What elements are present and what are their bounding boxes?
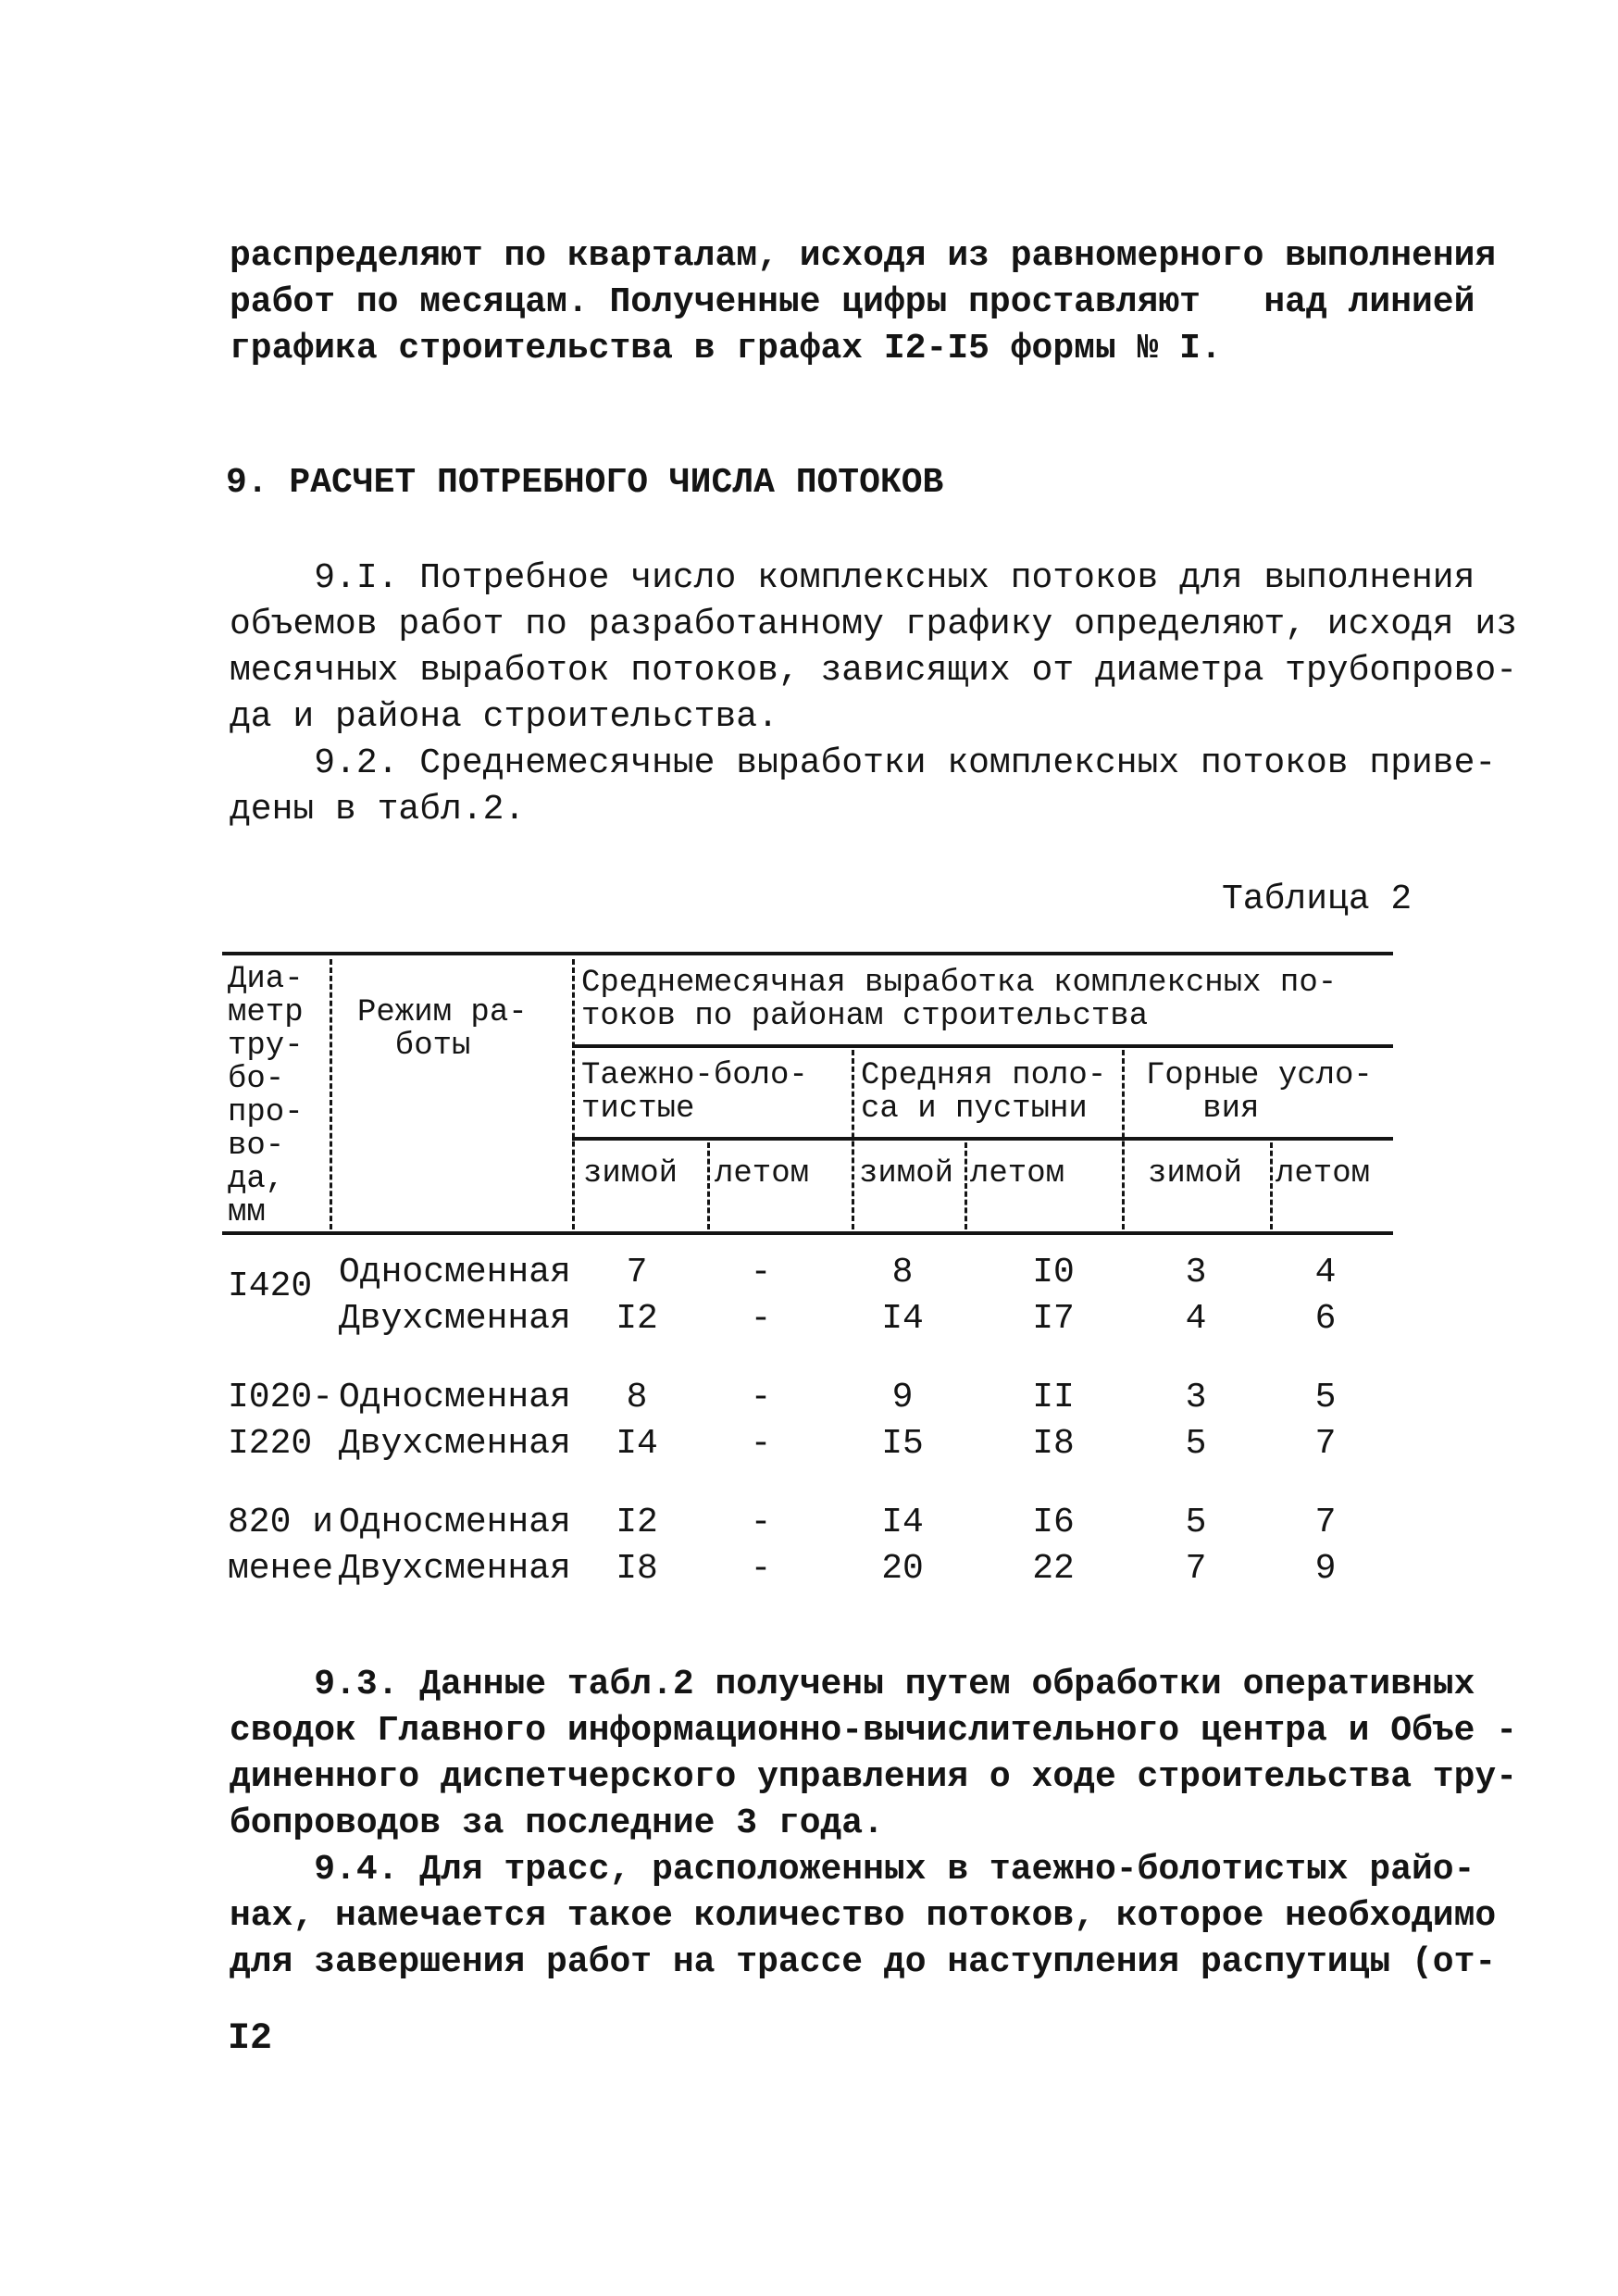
row-2-value-3: I4 [881,1299,924,1339]
row-2-value-2: - [750,1299,772,1339]
head-region-3-line-2: вия [1146,1092,1260,1127]
head-season-1: зимой [583,1156,678,1192]
row-4-value-5: 5 [1185,1424,1207,1464]
group-1-diameter-line-1: I420 [228,1267,313,1306]
row-5-value-5: 5 [1185,1503,1207,1542]
row-1-value-4: I0 [1032,1253,1075,1292]
row-5-value-4: I6 [1032,1503,1075,1542]
row-4-value-3: I5 [881,1424,924,1464]
table-group-rule [572,1044,1393,1048]
row-2-value-6: 6 [1314,1299,1337,1339]
row-2-value-4: I7 [1032,1299,1075,1339]
row-2-value-5: 4 [1185,1299,1207,1339]
table-divider-1 [330,959,332,1229]
para-9-1-line-4: да и района строительства. [230,697,778,737]
row-4-mode: Двухсменная [339,1424,571,1464]
head-diameter-2: метр [228,995,304,1030]
row-3-value-4: II [1032,1378,1075,1417]
row-6-value-6: 9 [1314,1549,1337,1589]
head-mode-2: боты [357,1029,471,1064]
row-6-mode: Двухсменная [339,1549,571,1589]
row-5-value-2: - [750,1503,772,1542]
head-group-2: токов по районам строительства [581,999,1149,1034]
head-diameter-1: Диа- [228,962,304,997]
group-3-diameter-line-1: 820 и [228,1503,334,1542]
page-number: I2 [228,2018,273,2060]
head-season-4: летом [970,1156,1065,1192]
row-6-value-1: I8 [616,1549,658,1589]
row-4-value-1: I4 [616,1424,658,1464]
head-diameter-5: про- [228,1095,304,1130]
head-season-3: зимой [859,1156,954,1192]
para-9-2-line-2: дены в табл.2. [230,790,526,830]
row-3-mode: Односменная [339,1378,571,1417]
head-season-6: летом [1276,1156,1371,1192]
table-region-rule [572,1137,1393,1141]
para-9-3-line-4: бопроводов за последние 3 года. [230,1803,884,1843]
head-diameter-6: во- [228,1129,285,1164]
row-1-value-3: 8 [891,1253,914,1292]
row-3-value-2: - [750,1378,772,1417]
row-4-value-4: I8 [1032,1424,1075,1464]
table-divider-5 [707,1142,710,1229]
row-2-value-1: I2 [616,1299,658,1339]
table-divider-4 [1122,1050,1125,1229]
intro-line-2: работ по месяцам. Полученные цифры проставляют над линией [230,282,1475,322]
section-title: 9. РАСЧЕТ ПОТРЕБНОГО ЧИСЛА ПОТОКОВ [226,463,944,503]
table-divider-2 [572,959,575,1229]
row-6-value-2: - [750,1549,772,1589]
row-1-value-6: 4 [1314,1253,1337,1292]
row-4-value-6: 7 [1314,1424,1337,1464]
head-mode-1: Режим ра- [357,995,528,1030]
head-diameter-8: мм [228,1195,266,1230]
para-9-3-line-2: сводок Главного информационно-вычислительного центра и Объе - [230,1711,1518,1751]
head-season-5: зимой [1148,1156,1243,1192]
row-6-value-3: 20 [881,1549,924,1589]
para-9-1-line-2: объемов работ по разработанному графику определяют, исходя из [230,605,1518,644]
row-1-mode: Односменная [339,1253,571,1292]
para-9-2-line-1: 9.2. Среднемесячные выработки комплексных потоков приве- [230,743,1497,783]
table-caption: Таблица 2 [1222,880,1413,919]
head-region-1-line-1: Таежно-боло- [581,1058,808,1093]
row-5-value-6: 7 [1314,1503,1337,1542]
group-2-diameter-line-2: I220 [228,1424,313,1464]
row-5-value-3: I4 [881,1503,924,1542]
row-6-value-5: 7 [1185,1549,1207,1589]
para-9-3-line-1: 9.3. Данные табл.2 получены путем обработки оперативных [230,1665,1475,1704]
head-group-1: Среднемесячная выработка комплексных по- [581,966,1338,1001]
table-divider-3 [852,1050,854,1229]
head-season-2: летом [715,1156,810,1192]
row-2-mode: Двухсменная [339,1299,571,1339]
table-divider-7 [1270,1142,1273,1229]
para-9-1-line-1: 9.I. Потребное число комплексных потоков для выполнения [230,558,1475,598]
head-region-1-line-2: тистые [581,1092,695,1127]
para-9-4-line-1: 9.4. Для трасс, расположенных в таежно-болотистых райо- [230,1850,1475,1890]
row-1-value-1: 7 [626,1253,648,1292]
row-5-mode: Односменная [339,1503,571,1542]
head-diameter-3: тру- [228,1029,304,1064]
table-top-rule [222,952,1393,955]
intro-line-3: графика строительства в графах I2-I5 формы № I. [230,329,1222,368]
head-diameter-7: да, [228,1162,285,1197]
para-9-3-line-3: диненного диспетчерского управления о ходе строительства тру- [230,1757,1518,1797]
row-3-value-5: 3 [1185,1378,1207,1417]
head-region-3-line-1: Горные усло- [1146,1058,1373,1093]
para-9-1-line-3: месячных выработок потоков, зависящих от диаметра трубопрово- [230,651,1518,691]
head-diameter-4: бо- [228,1062,285,1097]
row-6-value-4: 22 [1032,1549,1075,1589]
head-region-2-line-2: са и пустыни [861,1092,1088,1127]
para-9-4-line-3: для завершения работ на трассе до наступления распутицы (от- [230,1942,1497,1982]
group-3-diameter-line-2: менее [228,1549,334,1589]
row-1-value-2: - [750,1253,772,1292]
table-header-bottom-rule [222,1231,1393,1235]
table-divider-6 [965,1142,967,1229]
group-2-diameter-line-1: I020- [228,1378,334,1417]
row-1-value-5: 3 [1185,1253,1207,1292]
intro-line-1: распределяют по кварталам, исходя из равномерного выполнения [230,236,1497,276]
head-region-2-line-1: Средняя поло- [861,1058,1107,1093]
row-4-value-2: - [750,1424,772,1464]
row-3-value-3: 9 [891,1378,914,1417]
row-3-value-6: 5 [1314,1378,1337,1417]
para-9-4-line-2: нах, намечается такое количество потоков, которое необходимо [230,1896,1497,1936]
row-5-value-1: I2 [616,1503,658,1542]
row-3-value-1: 8 [626,1378,648,1417]
